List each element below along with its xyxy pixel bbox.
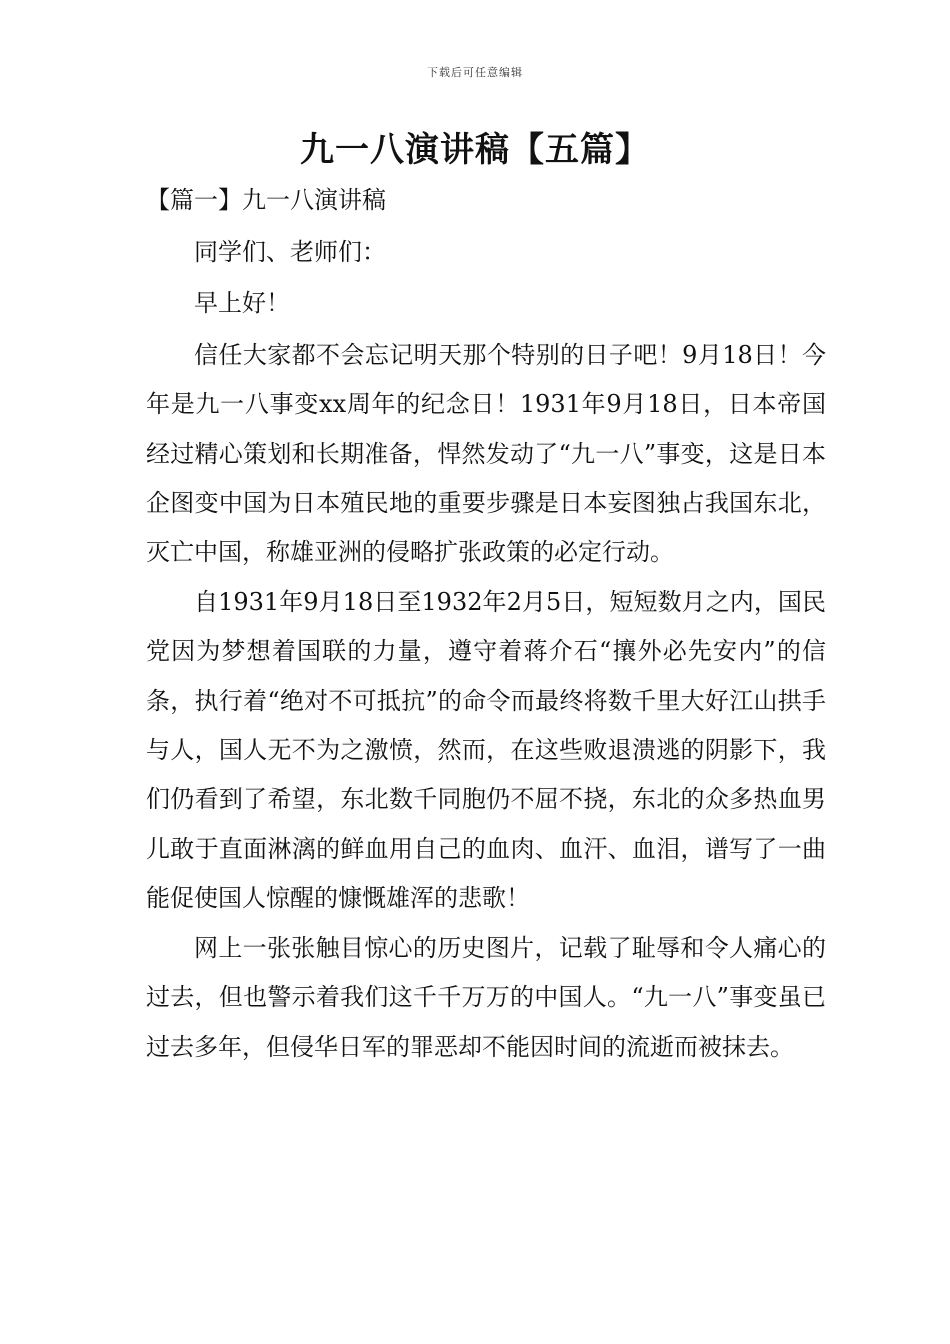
document-title: 九一八演讲稿【五篇】 [300,130,650,170]
salutation-paragraph: 早上好！ [194,289,290,318]
greeting-paragraph: 同学们、老师们： [194,238,386,266]
body-paragraph: 网上一张张触目惊心的历史图片，记载了耻辱和令人痛心的过去，但也警示着我们这千千万万的中国人。“九一八”事变虽已过去多年，但侵华日军的罪恶却不能因时间的流逝而被抹去。 [146,933,826,1061]
document-body [146,178,826,1072]
section-heading: 【篇一】九一八演讲稿 [146,186,386,214]
body-paragraph: 信任大家都不会忘记明天那个特别的日子吧！9月18日！今年是九一八事变xx周年的纪念日！1931年9月18日，日本帝国经过精心策划和长期准备，悍然发动了“九一八”事变，这是日本企图变中国为日本殖民地的重要步骤是日本妄图独占我国东北，灭亡中国，称雄亚洲的侵略扩张政策的必定行动。 [146,340,826,567]
header-note: 下载后可任意编辑 [427,66,523,79]
body-paragraph: 自1931年9月18日至1932年2月5日，短短数月之内，国民党因为梦想着国联的力量，遵守着蒋介石“攘外必先安内”的信条，执行着“绝对不可抵抗”的命令而最终将数千里大好江山拱手与人，国人无不为之激愤，然而，在这些败退溃逃的阴影下，我们仍看到了希望，东北数千同胞仍不屈不挠，东北的众多热血男儿敢于直面淋漓的鲜血用自己的血肉、血汗、血泪，谱写了一曲能促使国人惊醒的慷慨雄浑的悲歌！ [146,587,826,913]
